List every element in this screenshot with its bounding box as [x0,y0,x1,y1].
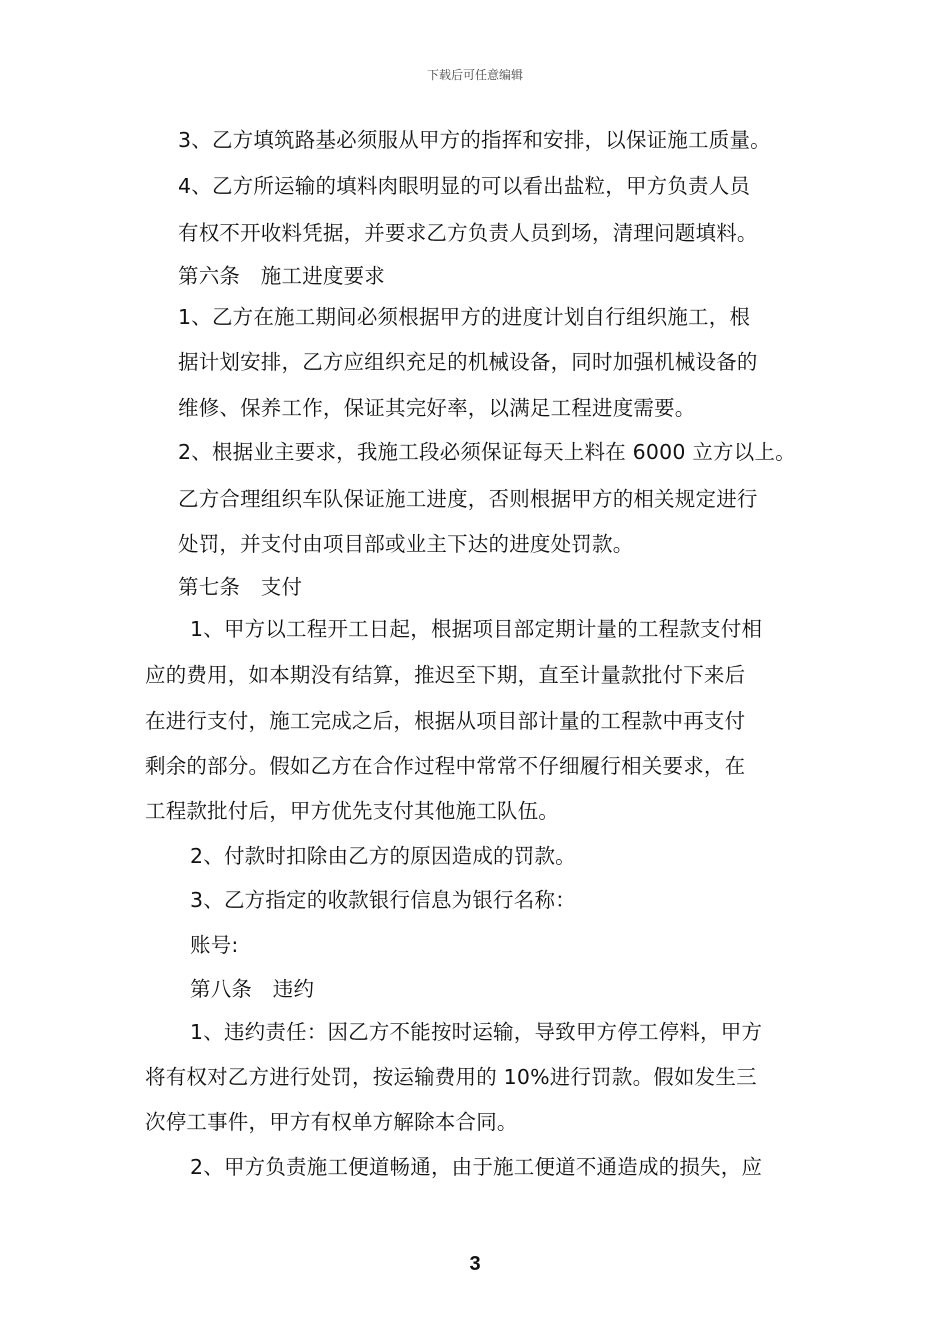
paragraph-line: 账号: [190,933,239,957]
paragraph-line: 3、乙方填筑路基必须服从甲方的指挥和安排，以保证施工质量。 [178,128,771,152]
paragraph-line: 1、甲方以工程开工日起，根据项目部定期计量的工程款支付相 [190,617,763,641]
paragraph-line: 1、乙方在施工期间必须根据甲方的进度计划自行组织施工，根 [178,305,751,329]
paragraph-line: 维修、保养工作，保证其完好率，以满足工程进度需要。 [178,396,696,420]
paragraph-line: 据计划安排，乙方应组织充足的机械设备，同时加强机械设备的 [178,350,758,374]
paragraph-line: 应的费用，如本期没有结算，推迟至下期，直至计量款批付下来后 [145,663,746,687]
paragraph-line: 处罚，并支付由项目部或业主下达的进度处罚款。 [178,532,634,556]
paragraph-line: 2、甲方负责施工便道畅通，由于施工便道不通造成的损失，应 [190,1155,763,1179]
paragraph-line: 剩余的部分。假如乙方在合作过程中常常不仔细履行相关要求，在 [145,754,746,778]
paragraph-line: 3、乙方指定的收款银行信息为银行名称： [190,888,576,912]
paragraph-line: 2、根据业主要求，我施工段必须保证每天上料在 6000 立方以上。 [178,440,796,464]
paragraph-line: 次停工事件，甲方有权单方解除本合同。 [145,1110,518,1134]
paragraph-line: 将有权对乙方进行处罚，按运输费用的 10%进行罚款。假如发生三 [145,1065,757,1089]
paragraph-line: 在进行支付，施工完成之后，根据从项目部计量的工程款中再支付 [145,709,746,733]
paragraph-line: 工程款批付后，甲方优先支付其他施工队伍。 [145,799,559,823]
paragraph-line: 1、违约责任：因乙方不能按时运输，导致甲方停工停料，甲方 [190,1020,763,1044]
paragraph-line: 4、乙方所运输的填料肉眼明显的可以看出盐粒，甲方负责人员 [178,174,751,198]
paragraph-line: 有权不开收料凭据，并要求乙方负责人员到场，清理问题填料。 [178,221,758,245]
paragraph-line: 2、付款时扣除由乙方的原因造成的罚款。 [190,844,576,868]
section-heading: 第七条 支付 [178,575,303,599]
section-heading: 第八条 违约 [190,977,315,1001]
page-header-note: 下载后可任意编辑 [426,68,523,82]
page-number: 3 [469,1253,481,1275]
section-heading: 第六条 施工进度要求 [178,264,385,288]
paragraph-line: 乙方合理组织车队保证施工进度，否则根据甲方的相关规定进行 [178,487,758,511]
